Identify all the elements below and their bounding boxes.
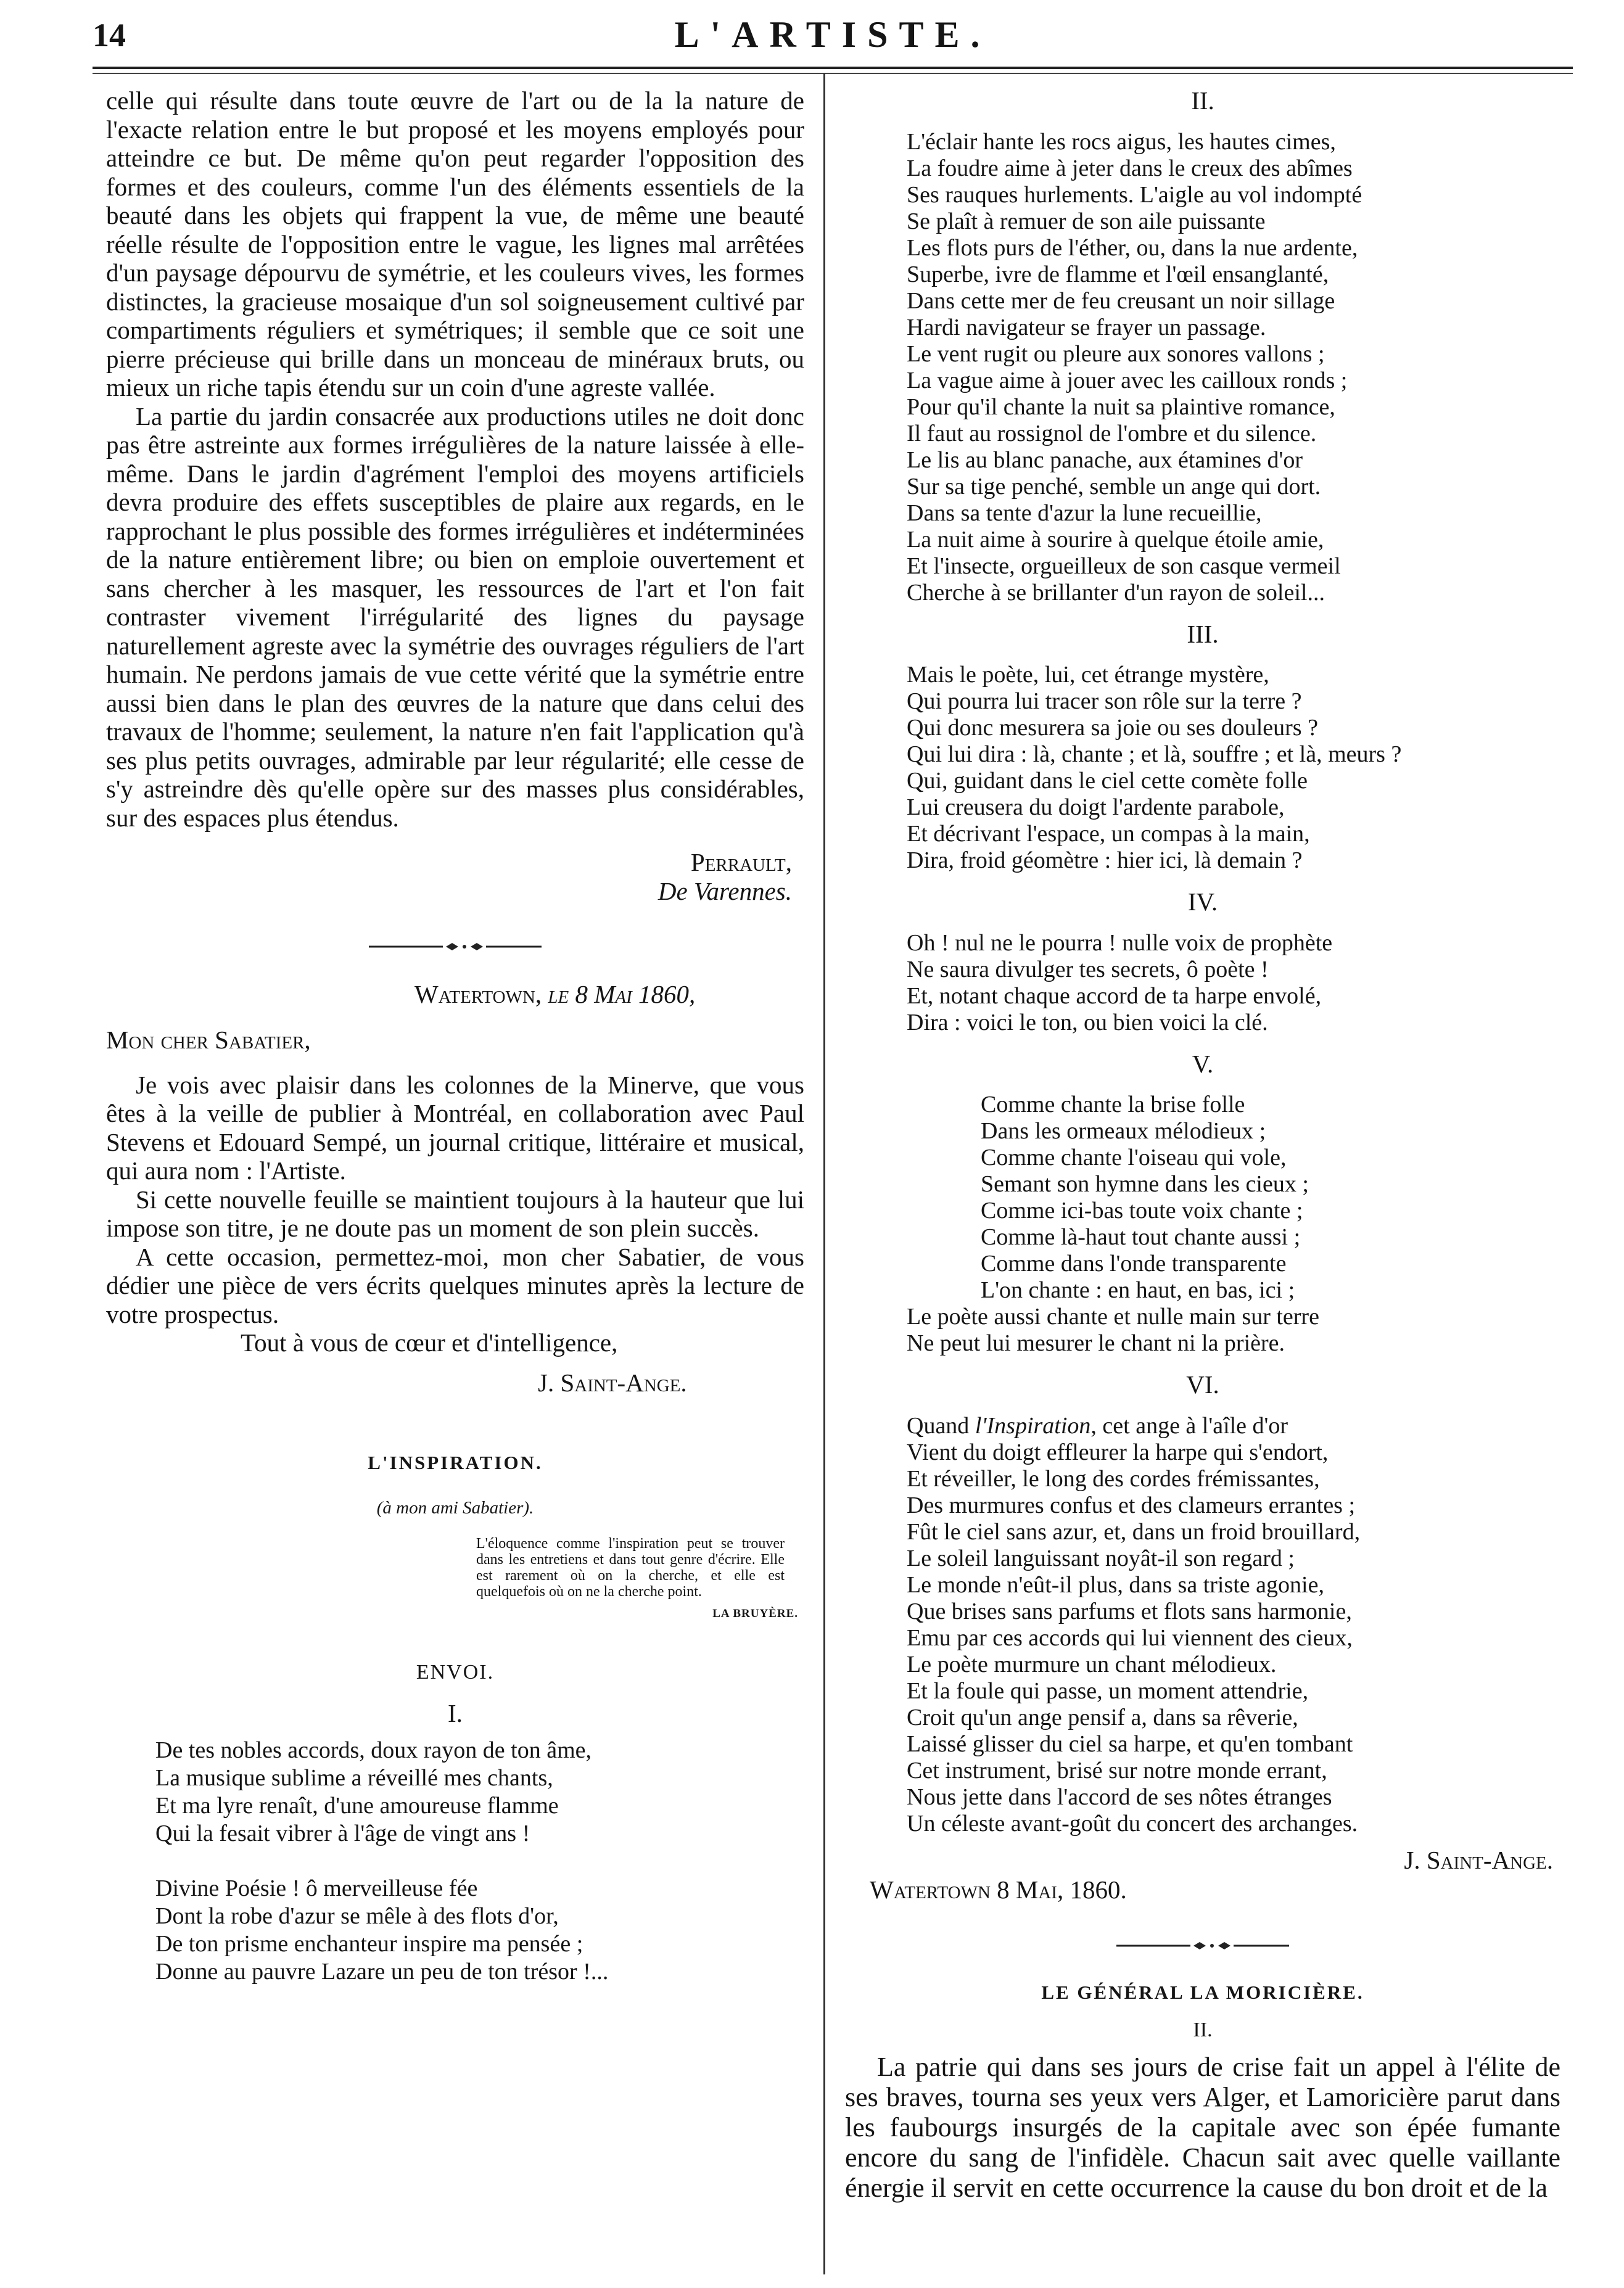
verse-line: Hardi navigateur se frayer un passage. bbox=[907, 314, 1266, 340]
article-title: LE GÉNÉRAL LA MORICIÈRE. bbox=[1041, 1981, 1364, 2003]
verse-line: Se plaît à remuer de son aile puissante bbox=[907, 208, 1266, 234]
section-numeral: I. bbox=[448, 1699, 463, 1727]
page-number: 14 bbox=[93, 17, 126, 54]
header-rule bbox=[93, 67, 1573, 69]
verse-line: Dira, froid géomètre : hier ici, là demain ? bbox=[907, 847, 1303, 873]
verse-line: Ne saura divulger tes secrets, ô poète ! bbox=[907, 956, 1269, 982]
verse-fragment: Quand bbox=[907, 1412, 975, 1439]
essay-paragraph: La partie du jardin consacrée aux productions utiles ne doit donc pas être astreinte aux formes irrégulières de la nature laissée à elle-même. Dans le jardin d'agrément l'emploi des moyens artificiels devra produire des effets susceptibles de plaire aux regards, en le rapprochant le plus possible des formes irrégulières et indéterminées de la nature entièrement libre; ou bien on emploie ouvertement et sans chercher à les masquer, les ressources de l'art et l'on fait contraster vivement l'irrégularité des lignes du paysage naturellement agreste avec la symétrie des ouvrages réguliers de l'art humain. Ne perdons jamais de vue cette vérité que la symétrie entre aussi bien dans le plan des œuvres de la nature que dans celui des travaux de l'homme; seulement, la nature n'en fait l'application qu'à ses plus petits ouvrages, admirable par leur régularité; elle cesse de s'y astreindre dès qu'elle opère sur des masses plus considérables, sur des espaces plus étendus. bbox=[106, 401, 804, 832]
verse-line: Des murmures confus et des clameurs errantes ; bbox=[907, 1492, 1356, 1518]
letter-paragraph: A cette occasion, permettez-moi, mon cher Sabatier, de vous dédier une pièce de vers écrits quelques minutes après la lecture de votre prospectus. bbox=[106, 1242, 804, 1328]
verse-emphasis: l'Inspiration bbox=[975, 1412, 1091, 1439]
verse-line: Et, notant chaque accord de ta harpe envolé, bbox=[907, 982, 1322, 1009]
verse-line: Et l'insecte, orgueilleux de son casque vermeil bbox=[907, 553, 1341, 579]
verse-line: Qui la fesait vibrer à l'âge de vingt ans ! bbox=[155, 1820, 530, 1846]
verse-line: Comme là-haut tout chante aussi ; bbox=[981, 1224, 1301, 1250]
verse-line: Donne au pauvre Lazare un peu de ton trésor !... bbox=[155, 1958, 609, 1985]
verse-line: Dira : voici le ton, ou bien voici la clé. bbox=[907, 1009, 1268, 1035]
essay-paragraph: celle qui résulte dans toute œuvre de l'art ou de la la nature de l'exacte relation entre le but proposé et les moyens employés pour atteindre ce but. De même qu'on peut regarder l'opposition des formes et des couleurs, comme l'un des éléments essentiels de la beauté dans les objets qui frappent la vue, de même une beauté réelle résulte de l'opposition entre le vague, les lignes mal arrêtées d'un paysage dépourvu de symétrie, et les couleurs vives, les formes distinctes, la gracieuse mosaique d'un sol soigneusement cultivé par compartiments réguliers et symétriques; il semble que ce soit une pierre précieuse qui brille dans un monceau de minéraux bruts, ou mieux un riche tapis étendu sur un coin d'une agreste vallée. bbox=[106, 86, 804, 401]
verse-line: Lui creusera du doigt l'ardente parabole, bbox=[907, 794, 1285, 820]
verse-line: Cherche à se brillanter d'un rayon de soleil... bbox=[907, 579, 1325, 606]
verse-line: Laissé glisser du ciel sa harpe, et qu'en tombant bbox=[907, 1730, 1353, 1757]
verse-line: Emu par ces accords qui lui viennent des cieux, bbox=[907, 1624, 1353, 1651]
verse-line: Qui pourra lui tracer son rôle sur la terre ? bbox=[907, 688, 1302, 714]
letter-salutation: Mon cher Sabatier, bbox=[106, 1026, 311, 1054]
verse-line: La musique sublime a réveillé mes chants, bbox=[155, 1764, 553, 1791]
verse-line: Dans sa tente d'azur la lune recueillie, bbox=[907, 500, 1262, 526]
verse-line: L'éclair hante les rocs aigus, les hautes cimes, bbox=[907, 128, 1336, 155]
verse-line: Le poète aussi chante et nulle main sur terre bbox=[907, 1304, 1319, 1330]
section-numeral: II. bbox=[1191, 86, 1214, 115]
letter-date: le 8 Mai 1860, bbox=[548, 979, 696, 1008]
article-paragraph: La patrie qui dans ses jours de crise fait un appel à l'élite de ses braves, tourna ses yeux vers Alger, et Lamoricière parut dans les faubourgs insurgés de la capitale avec son épée fumante encore du sang de l'infidèle. Chacun sait avec quelle vaillante énergie il servit en cette occurrence la cause du bon droit et de la bbox=[845, 2052, 1560, 2203]
ornament-divider bbox=[106, 929, 804, 958]
verse-line: De tes nobles accords, doux rayon de ton âme, bbox=[155, 1737, 592, 1763]
verse-line: Qui lui dira : là, chante ; et là, souffre ; et là, meurs ? bbox=[907, 741, 1402, 767]
section-numeral: VI. bbox=[1186, 1370, 1219, 1399]
verse-line: Et décrivant l'espace, un compas à la main, bbox=[907, 821, 1310, 847]
verse-line: Il faut au rossignol de l'ombre et du silence. bbox=[907, 420, 1317, 446]
verse-line: Dans cette mer de feu creusant un noir sillage bbox=[907, 287, 1335, 314]
verse-line: Qui donc mesurera sa joie ou ses douleurs ? bbox=[907, 715, 1318, 741]
epigraph: L'éloquence comme l'inspiration peut se trouver dans les entretiens et dans tout genre d'écrire. Elle est rarement où on la cherche, et elle est quelquefois où on ne la cherche point. bbox=[476, 1536, 785, 1600]
envoi-heading: ENVOI. bbox=[416, 1660, 495, 1684]
journal-title: L'ARTISTE. bbox=[674, 14, 991, 55]
verse-line: Comme dans l'onde transparente bbox=[981, 1251, 1287, 1277]
letter-dateline bbox=[106, 980, 804, 1009]
verse-line: Et ma lyre renaît, d'une amoureuse flamme bbox=[155, 1792, 559, 1819]
verse-line: Divine Poésie ! ô merveilleuse fée bbox=[155, 1875, 478, 1901]
verse-line: Le lis au blanc panache, aux étamines d'or bbox=[907, 446, 1303, 473]
section-numeral: IV. bbox=[1187, 887, 1218, 916]
verse-line: Le poète murmure un chant mélodieux. bbox=[907, 1651, 1277, 1677]
verse-line: Comme chante la brise folle bbox=[981, 1092, 1245, 1117]
verse-fragment: , cet ange à l'aîle d'or bbox=[1090, 1412, 1288, 1439]
section-numeral: III. bbox=[1187, 619, 1219, 648]
verse-line: Vient du doigt effleurer la harpe qui s'endort, bbox=[907, 1439, 1329, 1465]
verse-line: Ses rauques hurlements. L'aigle au vol indompté bbox=[907, 181, 1362, 208]
left-column bbox=[106, 86, 804, 1986]
verse-line: Semant son hymne dans les cieux ; bbox=[981, 1171, 1309, 1197]
verse-line: Mais le poète, lui, cet étrange mystère, bbox=[907, 662, 1269, 688]
poem-dateline: Watertown 8 Mai, 1860. bbox=[870, 1875, 1127, 1904]
verse-line: Dans les ormeaux mélodieux ; bbox=[981, 1118, 1266, 1144]
verse-line: Pour qu'il chante la nuit sa plaintive romance, bbox=[907, 393, 1335, 420]
verse-line: Ne peut lui mesurer le chant ni la prière. bbox=[907, 1330, 1285, 1356]
verse-line: Croit qu'un ange pensif a, dans sa rêverie, bbox=[907, 1704, 1298, 1730]
letter-signature: J. Saint-Ange. bbox=[538, 1368, 687, 1397]
verse-line: Fût le ciel sans azur, et, dans un froid brouillard, bbox=[907, 1518, 1361, 1545]
poem-title: L'INSPIRATION. bbox=[368, 1452, 543, 1473]
verse-line: Les flots purs de l'éther, ou, dans la nue ardente, bbox=[907, 234, 1358, 261]
verse-line: L'on chante : en haut, en bas, ici ; bbox=[981, 1277, 1295, 1303]
verse-line bbox=[845, 1413, 1560, 1439]
column-divider bbox=[823, 73, 825, 2274]
article-section: II. bbox=[1193, 2018, 1213, 2041]
verse-line: Un céleste avant-goût du concert des archanges. bbox=[907, 1810, 1358, 1837]
verse-line: Qui, guidant dans le ciel cette comète folle bbox=[907, 768, 1308, 794]
verse-line: Et la foule qui passe, un moment attendrie, bbox=[907, 1677, 1309, 1704]
letter-paragraph: Je vois avec plaisir dans les colonnes de la Minerve, que vous êtes à la veille de publier à Montréal, en collaboration avec Paul Stevens et Edouard Sempé, un journal critique, littéraire et musical, qui aura nom : l'Artiste. bbox=[106, 1070, 804, 1185]
verse-line: Le soleil languissant noyât-il son regard ; bbox=[907, 1545, 1295, 1571]
verse-line: Et réveiller, le long des cordes frémissantes, bbox=[907, 1465, 1320, 1492]
verse-line: Superbe, ivre de flamme et l'œil ensanglanté, bbox=[907, 261, 1329, 287]
verse-line: Oh ! nul ne le pourra ! nulle voix de prophète bbox=[907, 929, 1333, 956]
essay-signature-name: Perrault, bbox=[690, 848, 792, 876]
verse-line: Le vent rugit ou pleure aux sonores vallons ; bbox=[907, 340, 1325, 367]
verse-line: Le monde n'eût-il plus, dans sa triste agonie, bbox=[907, 1571, 1324, 1598]
essay-signature-place: De Varennes. bbox=[657, 876, 792, 905]
letter-closing: Tout à vous de cœur et d'intelligence, bbox=[241, 1328, 618, 1357]
verse-line: La foudre aime à jeter dans le creux des abîmes bbox=[907, 155, 1353, 181]
ornament-divider bbox=[845, 1928, 1560, 1957]
verse-line: Comme ici-bas toute voix chante ; bbox=[981, 1198, 1303, 1224]
verse-line: Comme chante l'oiseau qui vole, bbox=[981, 1145, 1287, 1171]
verse-line: Que brises sans parfums et flots sans harmonie, bbox=[907, 1598, 1352, 1624]
poem-dedication: (à mon ami Sabatier). bbox=[376, 1497, 534, 1518]
right-column bbox=[845, 86, 1560, 2203]
letter-place: Watertown, bbox=[414, 979, 542, 1008]
page-header bbox=[93, 11, 1573, 64]
verse-line: Nous jette dans l'accord de ses nôtes étranges bbox=[907, 1784, 1332, 1810]
verse-line: Sur sa tige penché, semble un ange qui dort. bbox=[907, 473, 1321, 500]
verse-line: De ton prisme enchanteur inspire ma pensée ; bbox=[155, 1930, 583, 1957]
verse-line: Dont la robe d'azur se mêle à des flots d'or, bbox=[155, 1903, 559, 1929]
section-numeral: V. bbox=[1192, 1049, 1214, 1078]
poem-signature: J. Saint-Ange. bbox=[1404, 1845, 1553, 1874]
header-rule-thin bbox=[93, 73, 1573, 74]
verse-line: La vague aime à jouer avec les cailloux ronds ; bbox=[907, 367, 1348, 393]
verse-line: Cet instrument, brisé sur notre monde errant, bbox=[907, 1757, 1327, 1784]
epigraph-source: LA BRUYÈRE. bbox=[712, 1607, 798, 1620]
letter-paragraph: Si cette nouvelle feuille se maintient toujours à la hauteur que lui impose son titre, je ne doute pas un moment de son plein succès. bbox=[106, 1185, 804, 1242]
verse-line: La nuit aime à sourire à quelque étoile amie, bbox=[907, 526, 1324, 553]
